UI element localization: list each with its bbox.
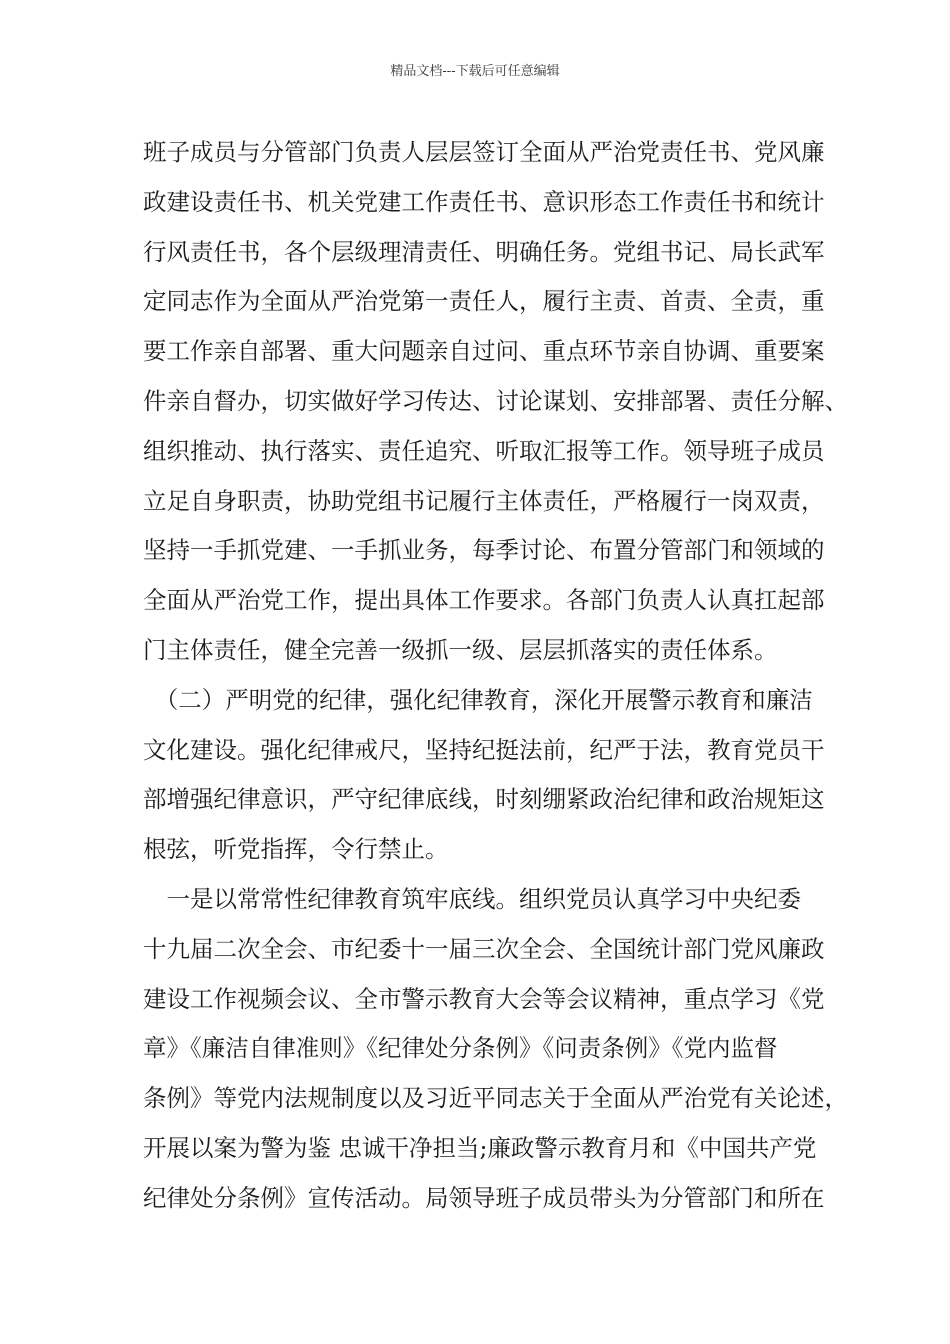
text-line: 部增强纪律意识，严守纪律底线，时刻绷紧政治纪律和政治规矩这: [143, 785, 825, 814]
text-line: 件亲自督办，切实做好学习传达、讨论谋划、安排部署、责任分解、: [143, 386, 848, 415]
page-header: 精品文档---下载后可任意编辑: [390, 64, 560, 79]
text-line: 立足自身职责，协助党组书记履行主体责任，严格履行一岗双责，: [143, 486, 825, 515]
text-line: 十九届二次全会、市纪委十一届三次全会、全国统计部门党风廉政: [143, 934, 825, 963]
text-line: 一是以常常性纪律教育筑牢底线。组织党员认真学习中央纪委: [143, 884, 801, 913]
text-line: 行风责任书，各个层级理清责任、明确任务。党组书记、局长武军: [143, 237, 825, 266]
text-line: 定同志作为全面从严治党第一责任人，履行主责、首责、全责，重: [143, 287, 825, 316]
text-line: 纪律处分条例》宣传活动。局领导班子成员带头为分管部门和所在: [143, 1183, 825, 1212]
document-body: [143, 128, 848, 1224]
text-line: 坚持一手抓党建、一手抓业务，每季讨论、布置分管部门和领域的: [143, 536, 825, 565]
text-line: 全面从严治党工作，提出具体工作要求。各部门负责人认真扛起部: [143, 586, 825, 615]
text-line: 根弦，听党指挥，令行禁止。: [143, 835, 449, 864]
text-line: 章》《廉洁自律准则》《纪律处分条例》《问责条例》《党内监督: [143, 1034, 778, 1063]
text-line: 要工作亲自部署、重大问题亲自过问、重点环节亲自协调、重要案: [143, 337, 825, 366]
text-line: 建设工作视频会议、全市警示教育大会等会议精神，重点学习《党: [143, 984, 825, 1013]
text-line: 班子成员与分管部门负责人层层签订全面从严治党责任书、党风廉: [143, 138, 825, 166]
text-line: 门主体责任，健全完善一级抓一级、层层抓落实的责任体系。: [143, 635, 778, 664]
text-line: 文化建设。强化纪律戒尺，坚持纪挺法前，纪严于法，教育党员干: [143, 735, 825, 764]
text-line: （二）严明党的纪律，强化纪律教育，深化开展警示教育和廉洁: [143, 685, 813, 714]
text-line: 开展以案为警为鉴 忠诚干净担当;廉政警示教育月和《中国共产党: [143, 1133, 817, 1162]
text-line: 组织推动、执行落实、责任追究、听取汇报等工作。领导班子成员: [143, 436, 825, 465]
text-line: 政建设责任书、机关党建工作责任书、意识形态工作责任书和统计: [143, 187, 825, 216]
text-line: 条例》等党内法规制度以及习近平同志关于全面从严治党有关论述，: [143, 1084, 848, 1113]
